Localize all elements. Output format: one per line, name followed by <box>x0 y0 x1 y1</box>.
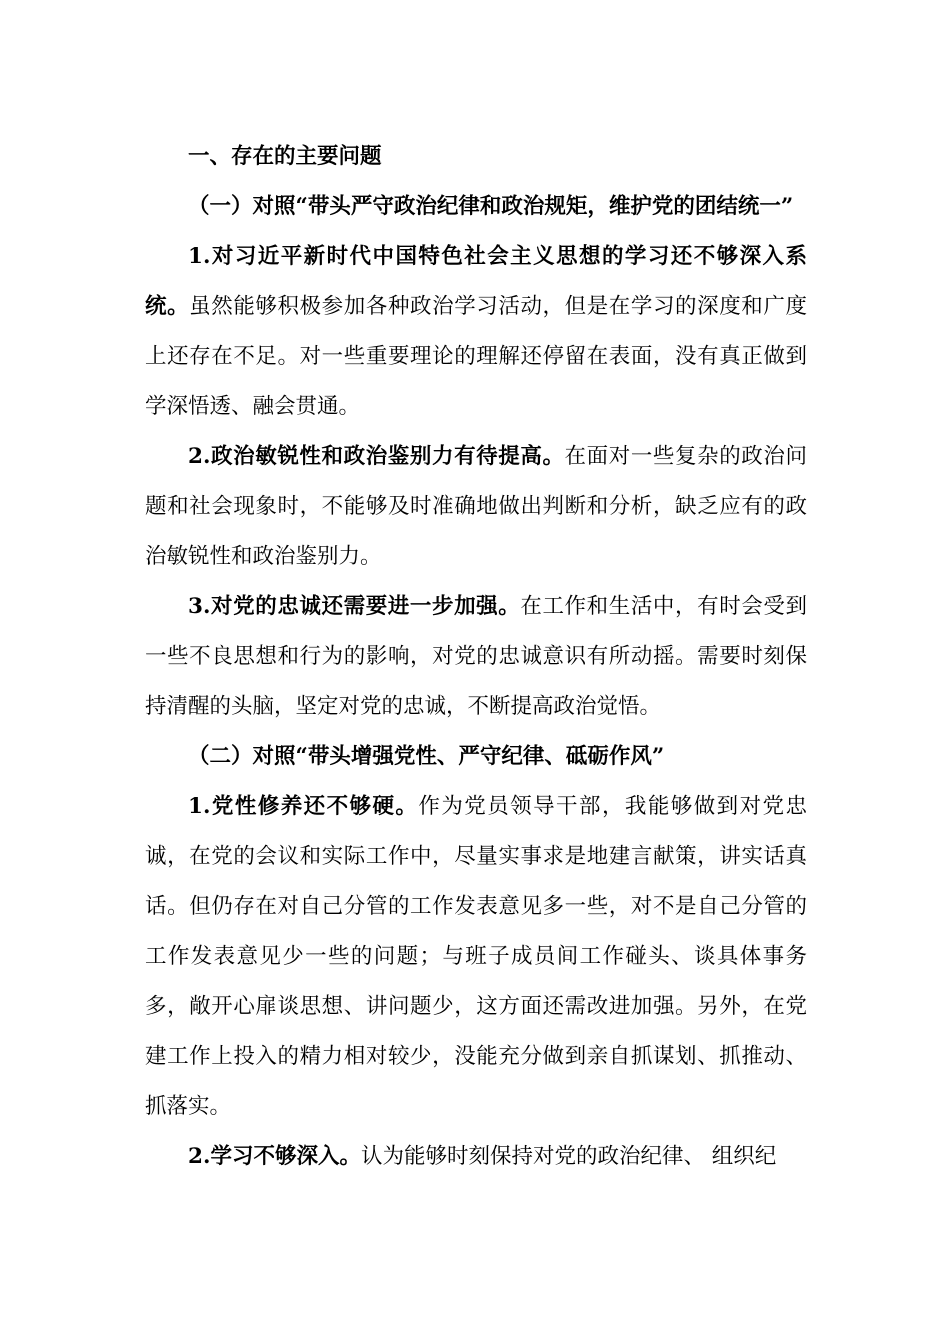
paragraph-2-1-body: 作为党员领导干部，我能够做到对党忠诚，在党的会议和实际工作中，尽量实事求是地建言献策，讲实话真话。但仍存在对自己分管的工作发表意见多一些，对不是自己分管的工作发表意见少一些的问题；与班子成员间工作碰头、谈具体事务多，敞开心扉谈思想、讲问题少，这方面还需改进加强。另外，在党建工作上投入的精力相对较少，没能充分做到亲自抓谋划、抓推动、抓落实。 <box>145 794 807 1119</box>
paragraph-1-1-lead: 1.对习近平新时代中国特色社会主义思想的学习还不够深入系统。 <box>145 244 807 319</box>
paragraph-1-2-body: 在面对一些复杂的政治问题和社会现象时，不能够及时准确地做出判断和分析，缺乏应有的政治敏锐性和政治鉴别力。 <box>145 444 807 569</box>
paragraph-1-3-body: 在工作和生活中，有时会受到一些不良思想和行为的影响，对党的忠诚意识有所动摇。需要时刻保持清醒的头脑，坚定对党的忠诚，不断提高政治觉悟。 <box>145 594 807 719</box>
paragraph-1-2 <box>145 432 807 582</box>
paragraph-2-1 <box>145 782 807 1132</box>
paragraph-2-2-lead: 2.学习不够深入。 <box>188 1144 361 1169</box>
paragraph-2-2 <box>145 1132 807 1182</box>
paragraph-1-1-body: 虽然能够积极参加各种政治学习活动，但是在学习的深度和广度上还存在不足。对一些重要理论的理解还停留在表面，没有真正做到学深悟透、融会贯通。 <box>145 294 807 419</box>
paragraph-2-2-body: 认为能够时刻保持对党的政治纪律、 组织纪 <box>360 1144 777 1169</box>
document-page <box>145 132 807 1182</box>
paragraph-1-1 <box>145 232 807 432</box>
section-2-title: （二）对照“带头增强党性、严守纪律、砥砺作风” <box>188 744 665 769</box>
paragraph-1-3-lead: 3.对党的忠诚还需要进一步加强。 <box>188 594 521 619</box>
paragraph-2-1-lead: 1.党性修养还不够硬。 <box>188 794 419 819</box>
paragraph-1-2-lead: 2.政治敏锐性和政治鉴别力有待提高。 <box>188 444 565 469</box>
heading-main-problems: 一、存在的主要问题 <box>188 144 382 169</box>
section-1-title: （一）对照“带头严守政治纪律和政治规矩，维护党的团结统一” <box>188 194 794 219</box>
paragraph-1-3 <box>145 582 807 732</box>
